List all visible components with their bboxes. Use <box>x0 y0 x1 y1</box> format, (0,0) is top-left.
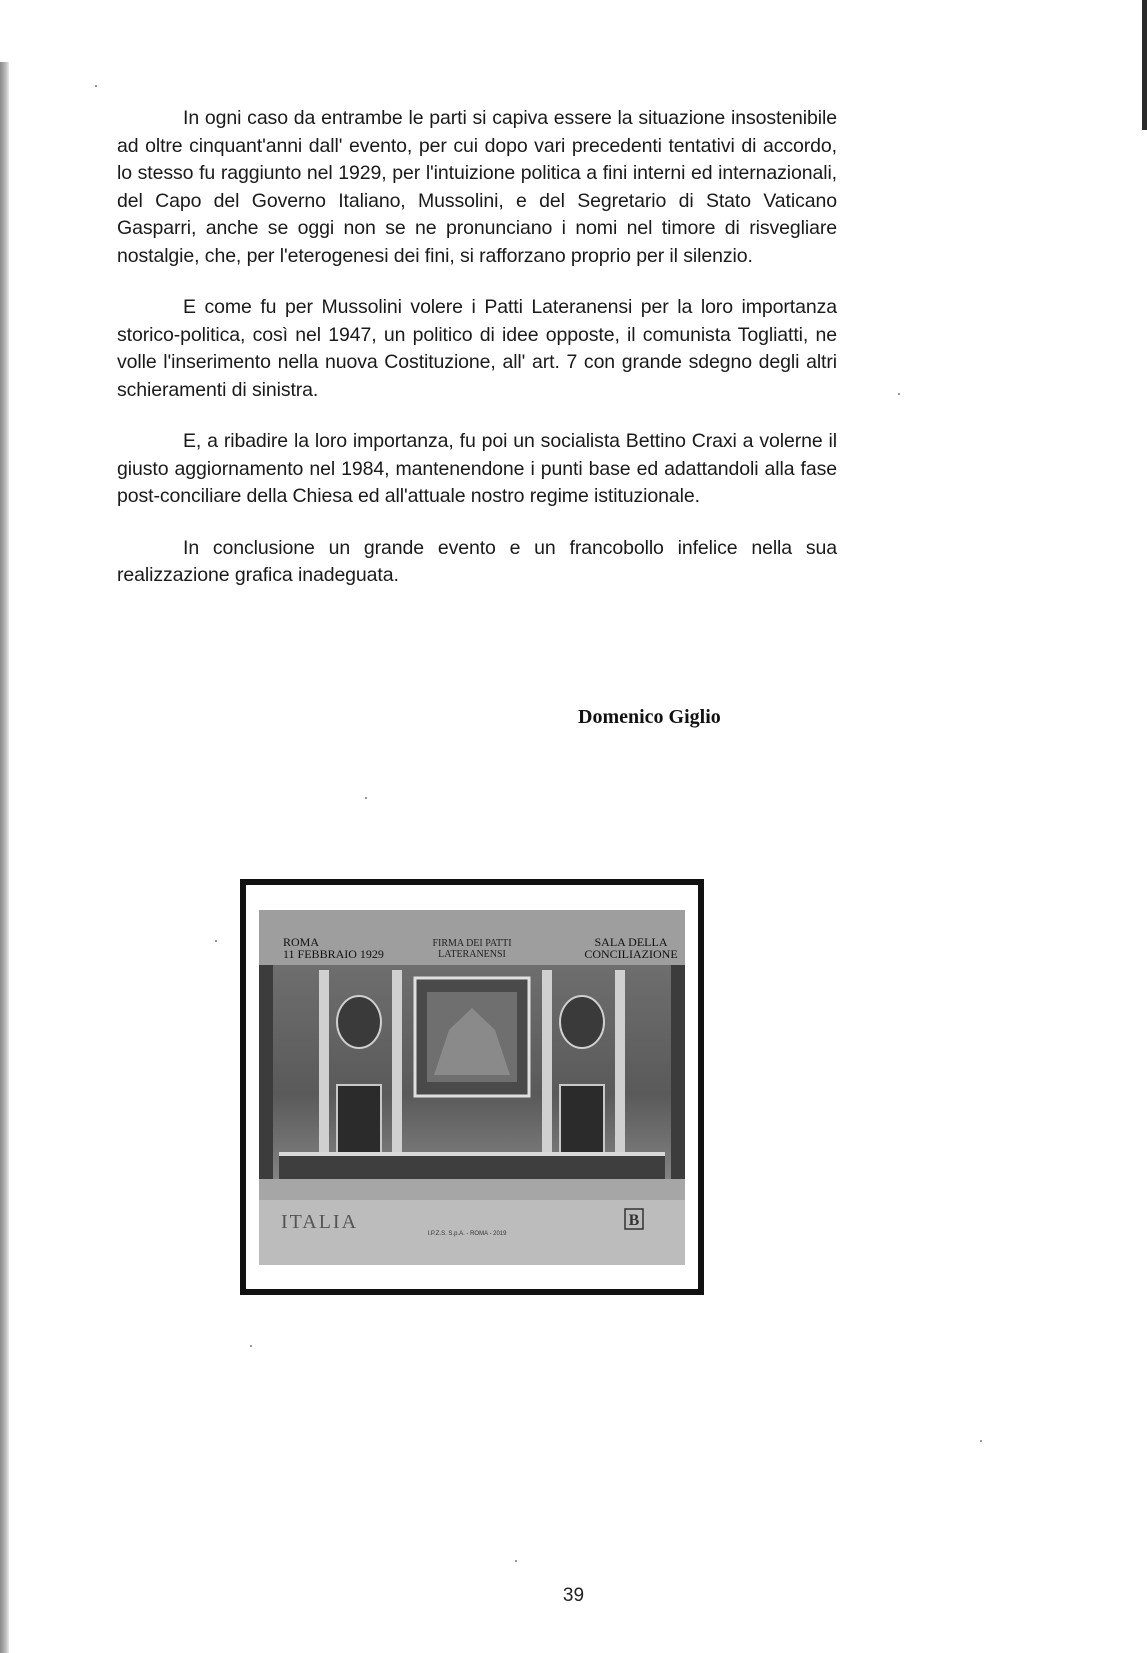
stamp-place-line2: CONCILIAZIONE <box>584 947 678 961</box>
stamp-title-line1: FIRMA DEI PATTI <box>432 938 512 949</box>
scan-speck <box>898 393 900 395</box>
scan-shadow-right <box>1142 0 1147 130</box>
stamp-value-mark: B <box>628 1212 640 1229</box>
scan-speck <box>215 940 217 942</box>
paragraph: E come fu per Mussolini volere i Patti Lateranensi per la loro importanza storico-politica, così nel 1947, un politico di idee opposte, il comunista Togliatti, ne volle l'inserimento nella nuova Costituzione, all' art. 7 con grande sdegno degli altri schieramenti di sinistra. <box>117 296 837 401</box>
stamp-date-line2: 11 FEBBRAIO 1929 <box>283 947 384 961</box>
stamp-country: ITALIA <box>281 1211 359 1233</box>
page-number: 39 <box>562 1585 585 1606</box>
paragraph: E, a ribadire la loro importanza, fu poi un socialista Bettino Craxi a volerne il giusto aggiornamento nel 1984, mantenendone i punti base ed adattandoli alla fase post-conciliare della Chiesa ed all'attuale nostro regime istituzionale. <box>117 430 837 507</box>
stamp-printer: I.P.Z.S. S.p.A. - ROMA - 2019 <box>427 1231 507 1237</box>
scan-speck <box>95 85 97 87</box>
scan-speck <box>365 797 367 799</box>
stamp-place-line1: SALA DELLA <box>594 935 668 949</box>
paragraph: In conclusione un grande evento e un francobollo infelice nella sua realizzazione grafica inadeguata. <box>117 536 837 586</box>
article-body <box>117 105 837 614</box>
scan-shadow-left <box>0 62 9 1653</box>
scan-speck <box>515 1560 517 1562</box>
stamp-illustration-frame <box>240 879 704 1295</box>
stamp-date-line1: ROMA <box>283 935 320 949</box>
stamp-title-line2: LATERANENSI <box>438 949 506 960</box>
scan-speck <box>980 1440 982 1442</box>
author-signature: Domenico Giglio <box>578 706 721 728</box>
stamp-image <box>259 910 685 1265</box>
paragraph: In ogni caso da entrambe le parti si capiva essere la situazione insostenibile ad oltre cinquant'anni dall' evento, per cui dopo vari precedenti tentativi di accordo, lo stesso fu raggiunto nel 1929, per l'intuizione politica a fini interni ed internazionali, del Capo del Governo Italiano, Mussolini, e del Segretario di Stato Vaticano Gasparri, anche se oggi non se ne pronunciano i nomi nel timore di risvegliare nostalgie, che, per l'eterogenesi dei fini, si rafforzano proprio per il silenzio. <box>117 107 837 267</box>
scan-speck <box>250 1345 252 1347</box>
